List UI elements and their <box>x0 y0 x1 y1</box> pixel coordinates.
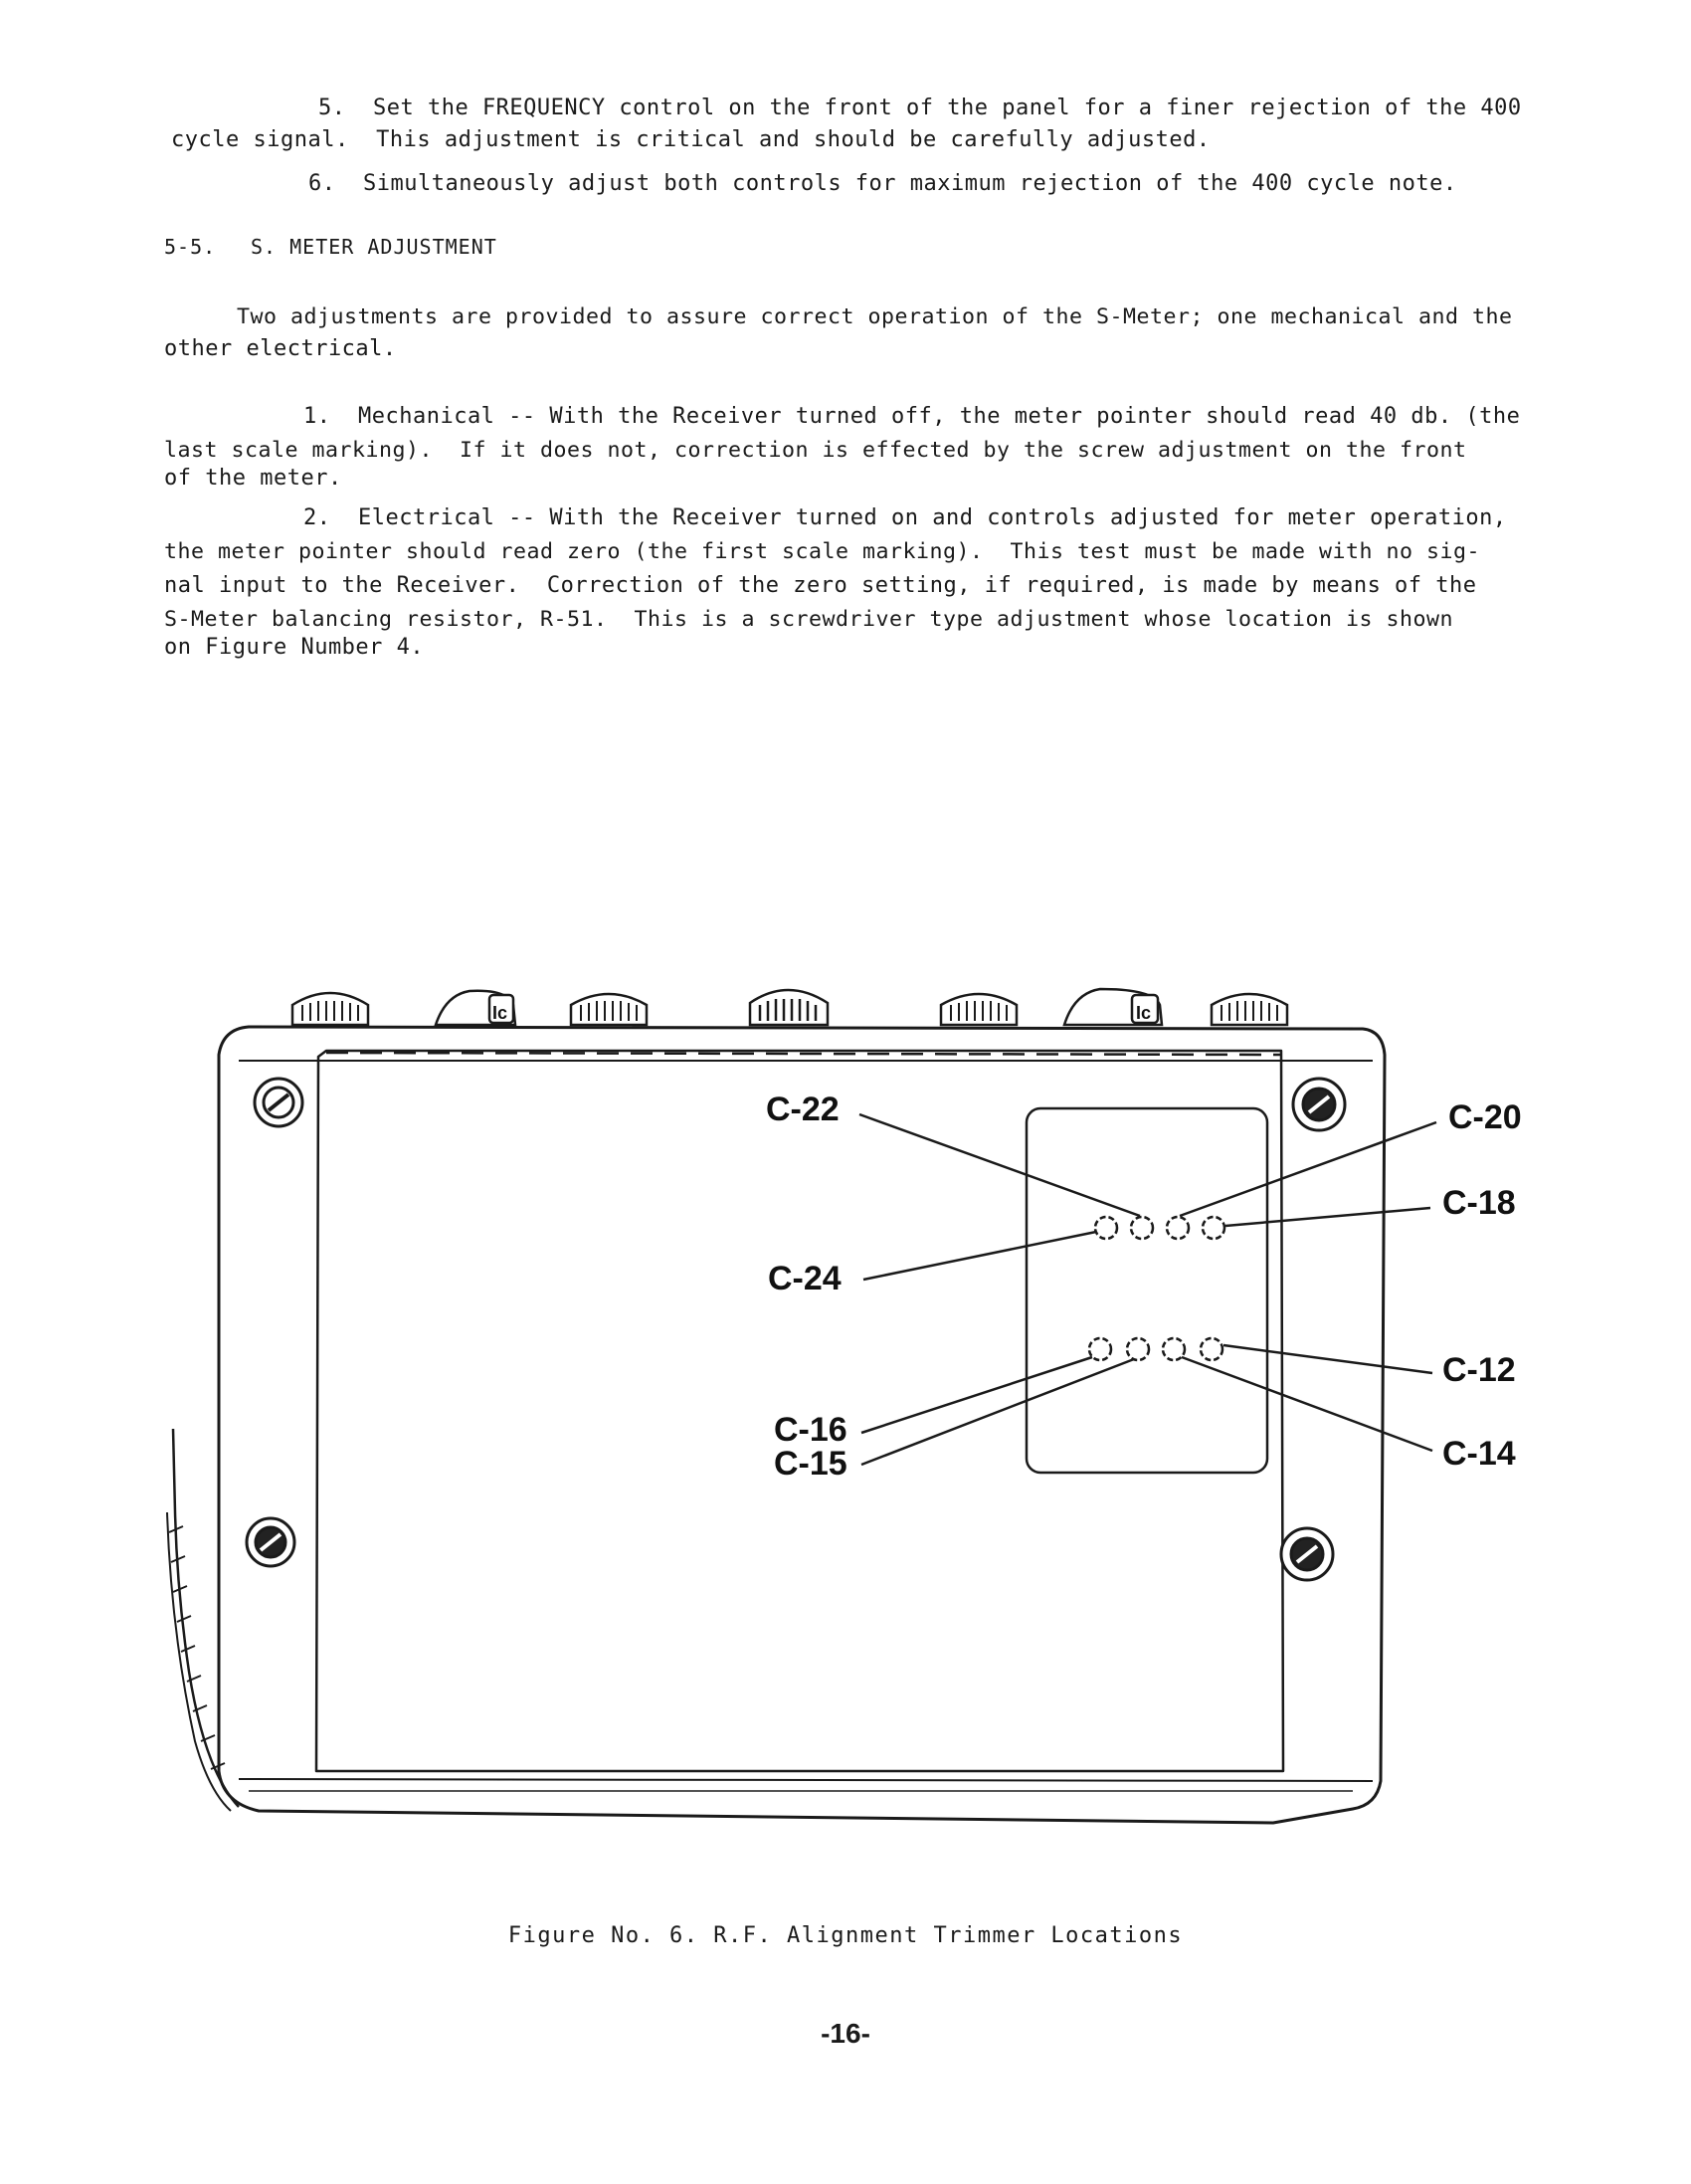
mechanical-line-3: of the meter. <box>164 466 342 491</box>
trimmer-hole-c18 <box>1203 1217 1224 1239</box>
leader-c16 <box>861 1357 1092 1433</box>
screw-bottom-left <box>247 1518 294 1566</box>
label-c14: C-14 <box>1442 1435 1516 1473</box>
dashed-line <box>326 1053 1281 1055</box>
electrical-line-1: 2. Electrical -- With the Receiver turned on and controls adjusted for meter operation, <box>303 505 1507 530</box>
electrical-line-2: the meter pointer should read zero (the first scale marking). This test must be made with no sig- <box>164 539 1481 564</box>
screw-top-right <box>1293 1079 1345 1130</box>
label-c16: C-16 <box>774 1411 847 1449</box>
leader-c14 <box>1182 1357 1432 1451</box>
electrical-line-5: on Figure Number 4. <box>164 635 425 660</box>
trimmer-hole-c24 <box>1095 1217 1117 1239</box>
knob-4 <box>750 990 828 1025</box>
page-number: -16- <box>821 2018 870 2049</box>
electrical-line-3: nal input to the Receiver. Correction of the zero setting, if required, is made by means of the <box>164 573 1477 598</box>
leader-c24 <box>863 1232 1096 1280</box>
trimmer-hole-c15 <box>1127 1338 1149 1360</box>
mechanical-line-2: last scale marking). If it does not, correction is effected by the screw adjustment on the front <box>164 438 1467 463</box>
screw-top-left <box>255 1079 302 1126</box>
shield-box <box>1027 1108 1267 1473</box>
cable <box>173 1429 239 1807</box>
mechanical-line-1: 1. Mechanical -- With the Receiver turned off, the meter pointer should read 40 db. (the <box>303 404 1521 429</box>
figure-caption: Figure No. 6. R.F. Alignment Trimmer Locations <box>507 1923 1184 1948</box>
step-6: 6. Simultaneously adjust both controls for maximum rejection of the 400 cycle note. <box>308 171 1457 196</box>
knob-label-6: Ic <box>1136 1003 1152 1023</box>
intro-line-2: other electrical. <box>164 336 397 361</box>
label-c22: C-22 <box>766 1091 840 1128</box>
label-c12: C-12 <box>1442 1351 1516 1389</box>
trimmer-hole-c22 <box>1131 1217 1153 1239</box>
leader-c18 <box>1225 1208 1430 1226</box>
section-number: 5-5. <box>164 235 217 259</box>
label-c24: C-24 <box>768 1260 842 1297</box>
knob-5 <box>941 994 1017 1025</box>
knob-7 <box>1212 994 1287 1025</box>
leader-c15 <box>861 1359 1134 1465</box>
trimmer-hole-c20 <box>1167 1217 1189 1239</box>
trimmer-hole-c14 <box>1163 1338 1185 1360</box>
leader-c20 <box>1180 1122 1436 1216</box>
knob-1 <box>292 993 368 1025</box>
label-c15: C-15 <box>774 1445 847 1483</box>
intro-line-1: Two adjustments are provided to assure correct operation of the S-Meter; one mechanical and the <box>237 304 1513 329</box>
leader-c22 <box>859 1114 1140 1216</box>
knob-label-2: Ic <box>492 1003 508 1023</box>
trimmer-hole-c12 <box>1201 1338 1222 1360</box>
screw-bottom-right <box>1281 1528 1333 1580</box>
trimmer-hole-c16 <box>1089 1338 1111 1360</box>
chassis-bottom-edge-1 <box>239 1779 1373 1781</box>
leader-c12 <box>1223 1345 1432 1373</box>
step-5-line-2: cycle signal. This adjustment is critical and should be carefully adjusted. <box>171 127 1211 152</box>
knob-3 <box>571 994 647 1025</box>
label-c20: C-20 <box>1448 1098 1522 1136</box>
step-5-line-1: 5. Set the FREQUENCY control on the front of the panel for a finer rejection of the 400 <box>318 96 1522 120</box>
section-title: S. METER ADJUSTMENT <box>251 235 497 259</box>
label-c18: C-18 <box>1442 1184 1516 1222</box>
electrical-line-4: S-Meter balancing resistor, R-51. This is a screwdriver type adjustment whose location is shown <box>164 607 1454 632</box>
